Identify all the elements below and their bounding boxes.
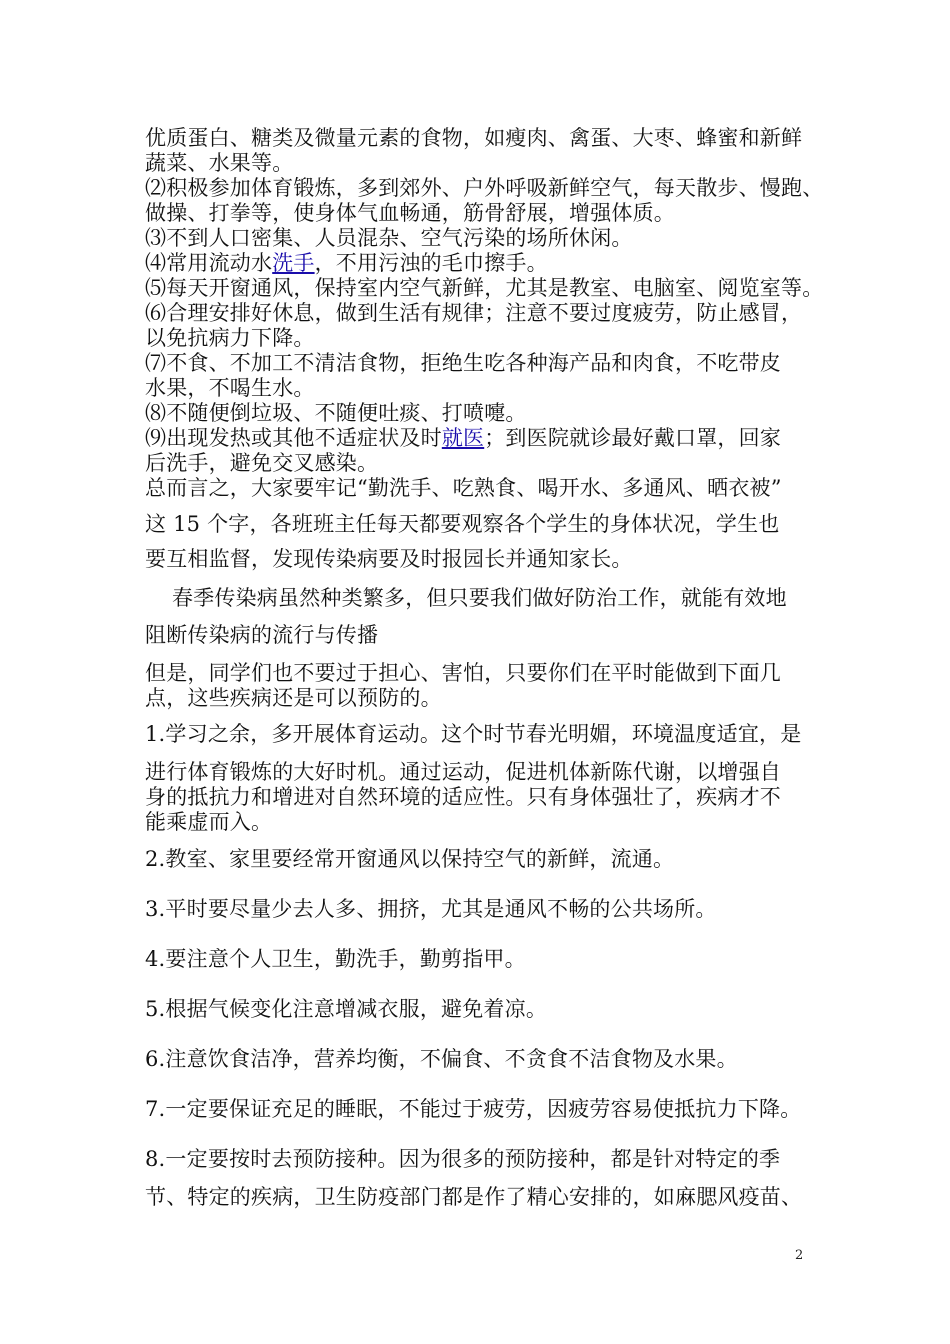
text-line <box>172 585 787 611</box>
line-text: 5.根据气候变化注意增减衣服，避免着凉。 <box>145 997 548 1021</box>
line-text: 节、特定的疾病，卫生防疫部门都是作了精心安排的，如麻腮风疫苗、 <box>145 1185 803 1209</box>
line-text: 4.要注意个人卫生，勤洗手，勤剪指甲。 <box>145 947 526 971</box>
line-text: 水果，不喝生水。 <box>145 376 315 400</box>
line-text: 3.平时要尽量少去人多、拥挤，尤其是通风不畅的公共场所。 <box>145 897 717 921</box>
text-line <box>145 150 293 176</box>
text-line <box>145 250 548 276</box>
line-text: ⑼出现发热或其他不适症状及时 <box>145 426 442 450</box>
line-text: 阻断传染病的流行与传播 <box>145 623 379 647</box>
line-text: ⑻不随便倒垃圾、不随便吐痰、打喷嚏。 <box>145 401 527 425</box>
line-text: 1.学习之余，多开展体育运动。这个时节春光明媚，环境温度适宜，是 <box>145 722 802 746</box>
line-text: 以免抗病力下降。 <box>145 326 315 350</box>
see-doctor-link[interactable]: 就医 <box>441 426 485 450</box>
text-line <box>145 375 315 401</box>
line-text: 要互相监督，发现传染病要及时报园长并通知家长。 <box>145 547 633 571</box>
text-line <box>145 1046 738 1072</box>
text-line <box>145 225 633 251</box>
line-text: 8.一定要按时去预防接种。因为很多的预防接种，都是针对特定的季 <box>145 1147 781 1171</box>
text-line <box>145 622 378 648</box>
text-line <box>145 1096 801 1122</box>
line-text: ⑹合理安排好休息，做到生活有规律；注意不要过度疲劳，防止感冒， <box>145 301 803 325</box>
text-line <box>145 425 781 451</box>
line-text: ；到医院就诊最好戴口罩，回家 <box>484 426 782 450</box>
text-line <box>145 784 781 810</box>
line-text: ⑺不食、不加工不清洁食物，拒绝生吃各种海产品和肉食，不吃带皮 <box>145 351 781 375</box>
text-line <box>145 896 717 922</box>
line-text: ，不用污浊的毛巾擦手。 <box>314 251 548 275</box>
line-text: 2.教室、家里要经常开窗通风以保持空气的新鲜，流通。 <box>145 847 675 871</box>
text-line <box>145 1184 802 1210</box>
text-line <box>145 996 547 1022</box>
text-line <box>145 200 675 226</box>
text-line <box>145 846 674 872</box>
text-line <box>145 660 781 686</box>
text-line <box>145 300 802 326</box>
text-line <box>145 275 823 301</box>
text-line <box>145 125 802 151</box>
line-text: ⑶不到人口密集、人员混杂、空气污染的场所休闲。 <box>145 226 633 250</box>
line-text: 但是，同学们也不要过于担心、害怕，只要你们在平时能做到下面几 <box>145 661 781 685</box>
text-line <box>145 350 781 376</box>
line-text: 总而言之，大家要牢记“勤洗手、吃熟食、喝开水、多通风、晒衣被” <box>145 476 782 500</box>
text-line <box>145 175 823 201</box>
line-text: 能乘虚而入。 <box>145 810 273 834</box>
line-text: 7.一定要保证充足的睡眠，不能过于疲劳，因疲劳容易使抵抗力下降。 <box>145 1097 802 1121</box>
line-text: 优质蛋白、糖类及微量元素的食物，如瘦肉、禽蛋、大枣、蜂蜜和新鲜 <box>145 126 803 150</box>
text-line <box>145 325 315 351</box>
line-text: ⑸每天开窗通风，保持室内空气新鲜，尤其是教室、电脑室、阅览室等。 <box>145 276 824 300</box>
line-text: 进行体育锻炼的大好时机。通过运动，促进机体新陈代谢，以增强自 <box>145 760 781 784</box>
text-line <box>145 759 781 785</box>
text-line <box>145 450 378 476</box>
text-line <box>145 511 779 537</box>
text-line <box>145 475 782 501</box>
line-text: 点，这些疾病还是可以预防的。 <box>145 686 442 710</box>
text-line <box>145 400 527 426</box>
text-line <box>145 721 801 747</box>
line-text: ⑵积极参加体育锻炼，多到郊外、户外呼吸新鲜空气，每天散步、慢跑、 <box>145 176 824 200</box>
line-text: 蔬菜、水果等。 <box>145 151 294 175</box>
line-text: 这 15 个字，各班班主任每天都要观察各个学生的身体状况，学生也 <box>145 512 780 536</box>
line-text: 6.注意饮食洁净，营养均衡，不偏食、不贪食不洁食物及水果。 <box>145 1047 738 1071</box>
line-text: ⑷常用流动水 <box>145 251 273 275</box>
text-line <box>145 685 442 711</box>
text-line <box>145 1146 780 1172</box>
wash-hands-link[interactable]: 洗手 <box>272 251 315 275</box>
text-line <box>145 809 272 835</box>
page-number: 2 <box>795 1248 804 1263</box>
line-text: 后洗手，避免交叉感染。 <box>145 451 379 475</box>
text-line <box>145 946 526 972</box>
line-text: 做操、打拳等，使身体气血畅通，筋骨舒展，增强体质。 <box>145 201 675 225</box>
text-line <box>145 546 633 572</box>
line-text: 身的抵抗力和增进对自然环境的适应性。只有身体强壮了，疾病才不 <box>145 785 781 809</box>
line-text: 春季传染病虽然种类繁多，但只要我们做好防治工作，就能有效地 <box>172 586 787 610</box>
